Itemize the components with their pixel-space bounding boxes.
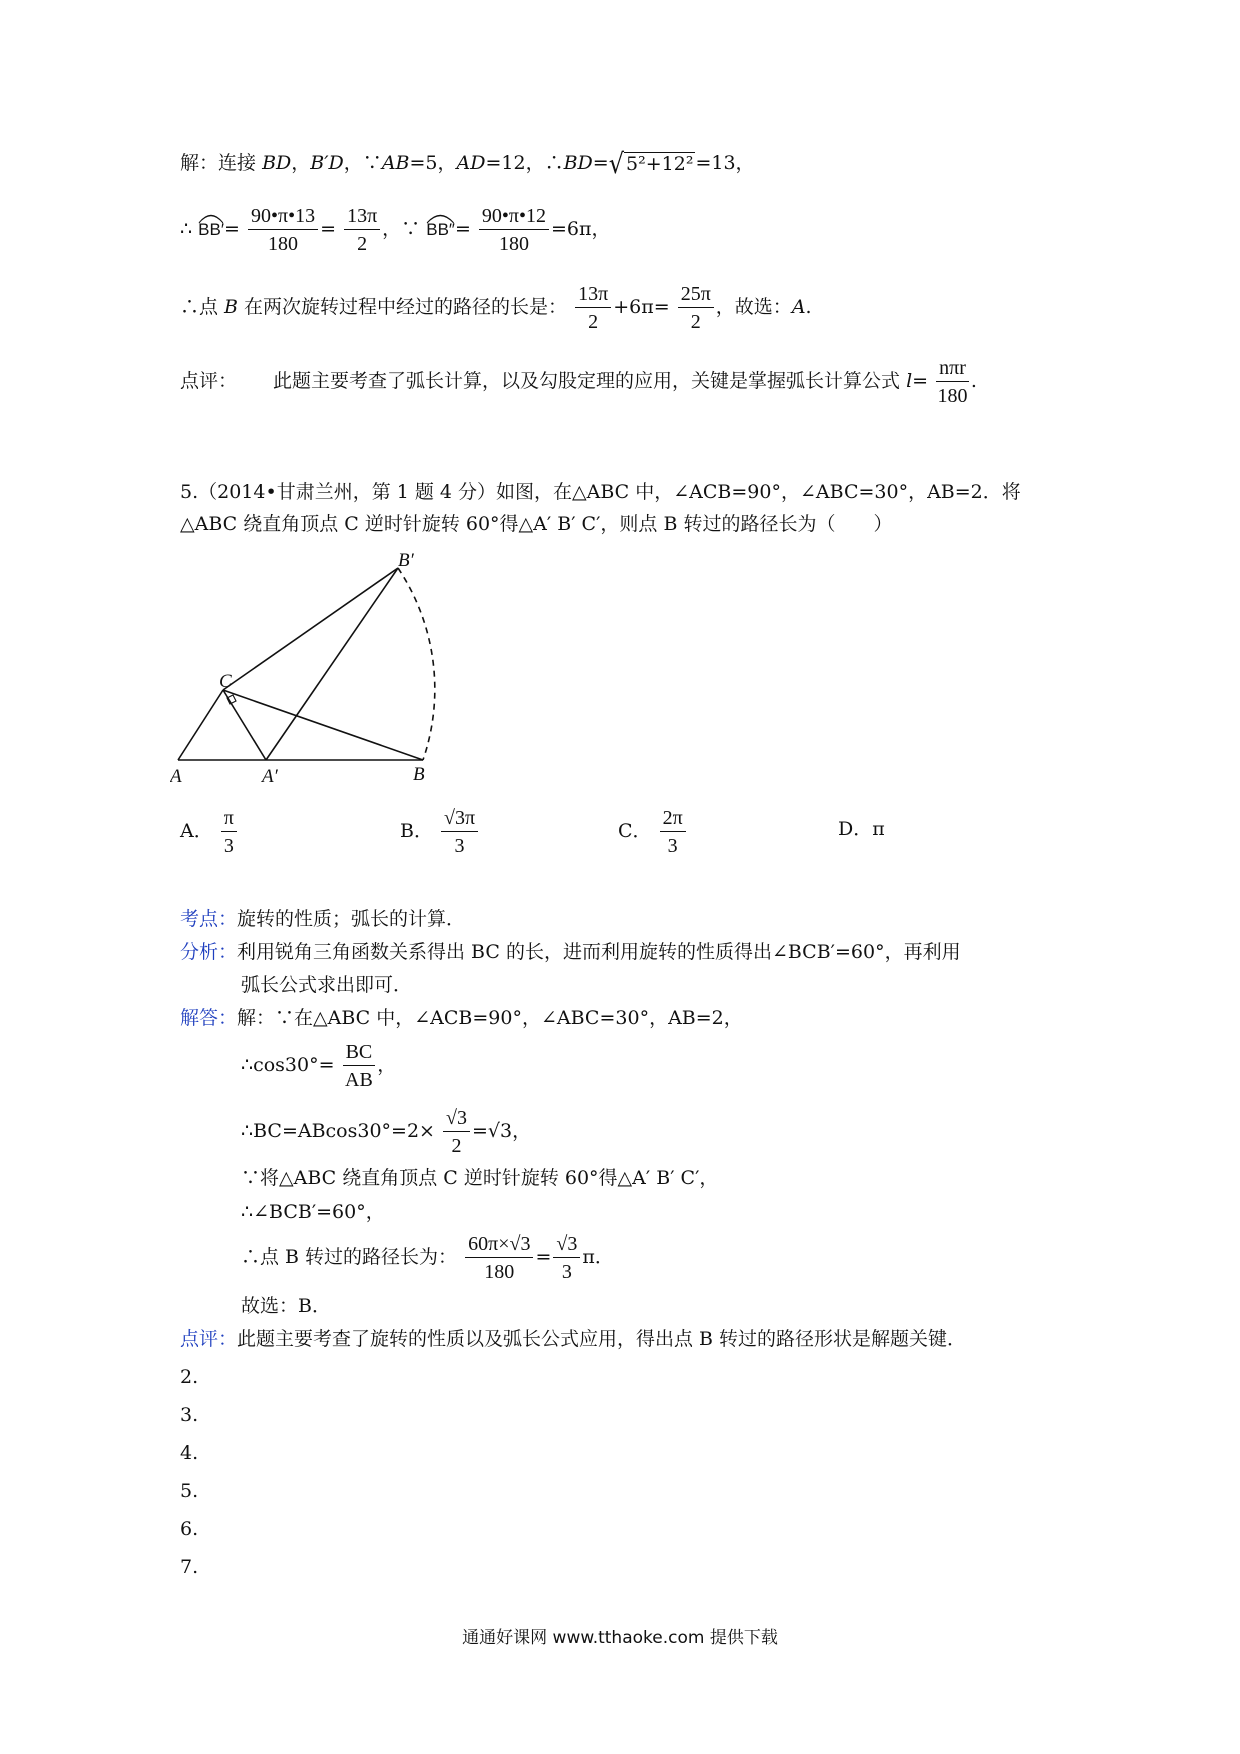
label-a: A bbox=[170, 766, 182, 787]
label-c: C bbox=[219, 671, 232, 692]
step-1: ∴cos30°= $\frac{BC}{AB}$ ， bbox=[241, 1041, 397, 1091]
list-item: 6. bbox=[180, 1518, 199, 1540]
jieda-line: 解答：解：∵在△ABC 中，∠ACB=90°，∠ABC=30°，AB=2， bbox=[180, 1007, 743, 1029]
option-c: C． $\frac{2\pi}{3}$ bbox=[618, 806, 688, 858]
fenxi-line2: 弧长公式求出即可． bbox=[241, 974, 413, 996]
fenxi-line1: 分析：利用锐角三角函数关系得出 BC 的长，进而利用旋转的性质得出∠BCB′=60°，再利用 bbox=[180, 941, 961, 963]
page-footer: 通通好课网 www.tthaoke.com 提供下载 bbox=[462, 1628, 778, 1648]
arc-bb-double-prime: BB″ bbox=[426, 210, 455, 240]
label-b: B bbox=[413, 764, 425, 785]
option-d: D．π bbox=[838, 818, 885, 840]
dianping-label: 点评： bbox=[180, 1328, 238, 1350]
step-3: ∵将△ABC 绕直角顶点 C 逆时针旋转 60°得△A′ B′ C′， bbox=[241, 1167, 719, 1189]
list-item: 5. bbox=[180, 1480, 199, 1502]
fraction: $\frac{13\pi}{2}$ bbox=[575, 282, 611, 334]
step-4: ∴∠BCB′=60°， bbox=[241, 1201, 385, 1223]
dianping-line: 点评：此题主要考查了旋转的性质以及弧长公式应用，得出点 B 转过的路径形状是解题关键． bbox=[180, 1328, 967, 1350]
option-b: B． $\frac{√3\pi}{3}$ bbox=[400, 806, 480, 858]
question-5-line1: 5.（2014•甘肃兰州，第 1 题 4 分）如图，在△ABC 中，∠ACB=90°，∠ABC=30°，AB=2．将 bbox=[180, 481, 1021, 503]
list-item: 7. bbox=[180, 1556, 199, 1578]
fraction: $\frac{90•\pi•13}{180}$ bbox=[248, 204, 318, 256]
list-item: 3. bbox=[180, 1404, 199, 1426]
arc-bb-prime: BB′ bbox=[198, 210, 224, 240]
rotation-figure bbox=[170, 550, 490, 795]
kaodian-label: 考点： bbox=[180, 908, 238, 930]
option-a: A． $\frac{\pi}{3}$ bbox=[180, 806, 239, 858]
prev-solution-line2: ∴ BB′= $\frac{90•\pi•13}{180}$ = $\frac{13\pi}{2}$ ，∵ BB″= $\frac{90•\pi•12}{180}$ =6π， bbox=[180, 205, 611, 255]
step-6: 故选：B． bbox=[241, 1295, 331, 1317]
jieda-label: 解答： bbox=[180, 1007, 238, 1029]
fraction: $\frac{90•\pi•12}{180}$ bbox=[479, 204, 549, 256]
label-b-prime: B′ bbox=[398, 550, 414, 571]
list-item: 2. bbox=[180, 1366, 199, 1388]
prev-solution-line3: ∴点 B 在两次旋转过程中经过的路径的长是： $\frac{13\pi}{2}$ +6π= $\frac{25\pi}{2}$ ，故选：A. bbox=[180, 283, 812, 333]
prev-comment: 点评： 此题主要考查了弧长计算，以及勾股定理的应用，关键是掌握弧长计算公式 l= $\frac{\text{nπr}}{180}$ . bbox=[180, 357, 977, 407]
fraction: $\frac{25\pi}{2}$ bbox=[678, 282, 714, 334]
sqrt-expression: √ 5²+12² bbox=[608, 147, 694, 181]
list-item: 4. bbox=[180, 1442, 199, 1464]
question-5-line2: △ABC 绕直角顶点 C 逆时针旋转 60°得△A′ B′ C′，则点 B 转过的路径长为（ ） bbox=[180, 513, 893, 535]
step-5: ∴点 B 转过的路径长为： $\frac{60\pi\times√3}{180}$ = $\frac{√3}{3}$ π． bbox=[241, 1233, 614, 1283]
fraction: $\frac{13\pi}{2}$ bbox=[344, 204, 380, 256]
fraction: $\frac{\text{nπr}}{180}$ bbox=[937, 357, 968, 407]
fenxi-label: 分析： bbox=[180, 941, 238, 963]
label-a-prime: A′ bbox=[262, 766, 278, 787]
kaodian-line: 考点：旋转的性质；弧长的计算． bbox=[180, 908, 466, 930]
step-2: ∴BC=ABcos30°=2× $\frac{√3}{2}$ =√3， bbox=[241, 1107, 532, 1157]
prev-solution-line1: 解：连接 BD，B′D，∵AB=5，AD=12，∴BD= √ 5²+12² =13， bbox=[180, 147, 755, 181]
